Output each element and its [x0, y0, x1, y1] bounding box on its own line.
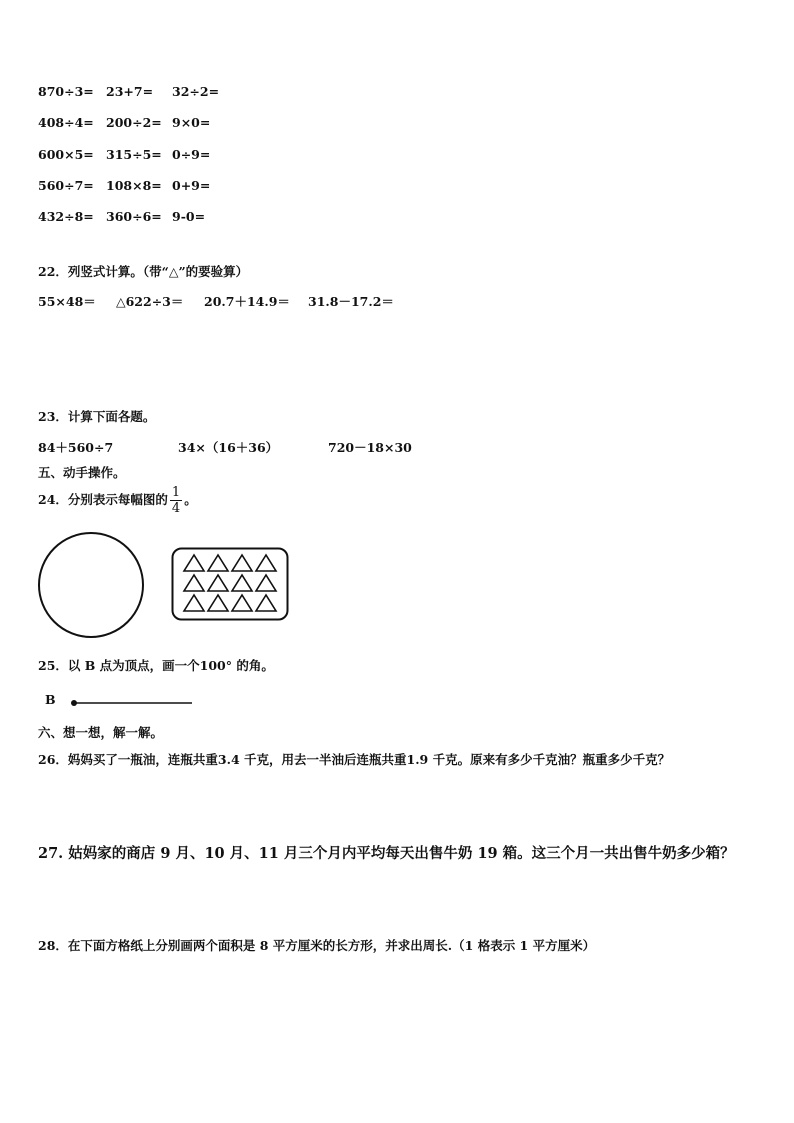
- calc-item: 720－18×30: [328, 440, 412, 455]
- fraction-one-quarter: [170, 485, 182, 516]
- oral-calc-item: 0÷9=: [172, 147, 211, 162]
- question-24-title: [38, 483, 197, 517]
- oral-calc-item: 600×5=: [38, 147, 94, 162]
- oral-calc-item: 315÷5=: [106, 147, 162, 162]
- oral-calc-item: 408÷4=: [38, 115, 94, 130]
- triangle-shape: [184, 595, 204, 611]
- oral-calc-item: 32÷2=: [172, 84, 220, 99]
- triangle-shape: [232, 595, 252, 611]
- fraction-denominator: 4: [171, 501, 181, 516]
- question-28-text: 28．在下面方格纸上分别画两个面积是 8 平方厘米的长方形，并求出周长.（1 格表示 1 平方厘米）: [38, 938, 596, 953]
- oral-calc-item: 200÷2=: [106, 115, 162, 130]
- triangles-figure: [170, 546, 292, 624]
- point-b-label: B: [45, 692, 56, 707]
- oral-calc-item: 9×0=: [172, 115, 211, 130]
- fraction-numerator: 1: [171, 485, 181, 500]
- question-22-title: 22．列竖式计算。（带“△”的要验算）: [38, 264, 249, 279]
- question-25-title: 25．以 B 点为顶点，画一个100° 的角。: [38, 658, 274, 673]
- question-27-text: 27. 姑妈家的商店 9 月、10 月、11 月三个月内平均每天出售牛奶 19 箱。这三个月一共出售牛奶多少箱？: [38, 845, 735, 862]
- section-6-heading: 六、想一想，解一解。: [38, 725, 164, 740]
- oral-calc-item: 560÷7=: [38, 178, 94, 193]
- oral-calc-item: 870÷3=: [38, 84, 94, 99]
- circle-figure: [36, 531, 148, 641]
- question-24-period: 。: [184, 492, 197, 507]
- vertical-calc-item: 31.8－17.2＝: [308, 294, 394, 309]
- oral-calc-item: 108×8=: [106, 178, 162, 193]
- triangle-shape: [208, 595, 228, 611]
- triangle-shape: [184, 575, 204, 591]
- oral-calc-item: 9-0=: [172, 209, 206, 224]
- question-24-text: 24．分别表示每幅图的: [38, 492, 168, 507]
- oral-calc-item: 432÷8=: [38, 209, 94, 224]
- section-5-heading: 五、动手操作。: [38, 465, 126, 480]
- question-26-text: 26．妈妈买了一瓶油，连瓶共重3.4 千克，用去一半油后连瓶共重1.9 千克。原来有多少千克油？瓶重多少千克？: [38, 752, 671, 767]
- triangle-shape: [256, 575, 276, 591]
- oral-calc-item: 0+9=: [172, 178, 211, 193]
- oral-calc-item: 360÷6=: [106, 209, 162, 224]
- oral-calc-item: 23+7=: [106, 84, 154, 99]
- vertical-calc-item: 20.7＋14.9＝: [204, 294, 290, 309]
- triangle-shape: [232, 575, 252, 591]
- triangle-shape: [232, 555, 252, 571]
- ray-from-b: [68, 696, 198, 710]
- triangle-shape: [208, 575, 228, 591]
- vertical-calc-item: △622÷3＝: [116, 294, 184, 309]
- triangle-shape: [256, 555, 276, 571]
- triangle-shape: [256, 595, 276, 611]
- calc-item: 84＋560÷7: [38, 440, 114, 455]
- vertical-calc-item: 55×48＝: [38, 294, 96, 309]
- triangle-shape: [184, 555, 204, 571]
- calc-item: 34×（16＋36）: [178, 440, 279, 455]
- question-23-title: 23．计算下面各题。: [38, 409, 156, 424]
- triangle-shape: [208, 555, 228, 571]
